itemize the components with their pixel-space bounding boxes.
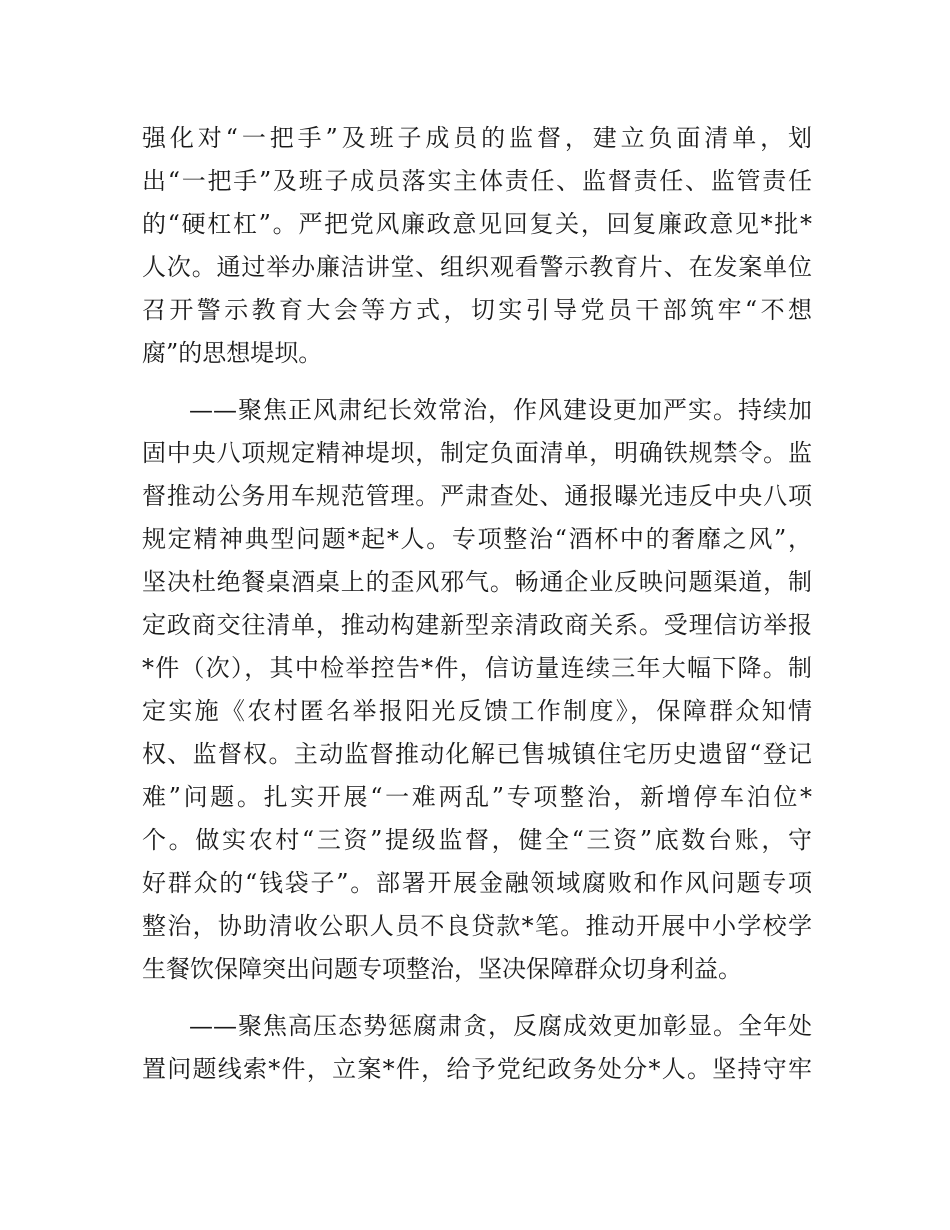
- text-line: 规定精神典型问题*起*人。专项整治“酒杯中的奢靡之风”，: [142, 525, 812, 553]
- text-line: 权、监督权。主动监督推动化解已售城镇住宅历史遗留“登记: [142, 740, 812, 768]
- text-line: ——聚焦正风肃纪长效常治，作风建设更加严实。持续加: [189, 396, 812, 424]
- text-line: 个。做实农村“三资”提级监督，健全“三资”底数台账，守: [142, 826, 812, 854]
- text-line: 督推动公务用车规范管理。严肃查处、通报曝光违反中央八项: [142, 482, 812, 510]
- text-line: 置问题线索*件，立案*件，给予党纪政务处分*人。坚持守牢: [142, 1055, 812, 1083]
- text-line: 整治，协助清收公职人员不良贷款*笔。推动开展中小学校学: [142, 912, 812, 940]
- text-line: ——聚焦高压态势惩腐肃贪，反腐成效更加彰显。全年处: [189, 1012, 812, 1040]
- text-line: 人次。通过举办廉洁讲堂、组织观看警示教育片、在发案单位: [142, 253, 812, 281]
- text-line: 腐”的思想堤坝。: [142, 339, 323, 367]
- text-line: 难”问题。扎实开展“一难两乱”专项整治，新增停车泊位*: [142, 783, 812, 811]
- text-line: 生餐饮保障突出问题专项整治，坚决保障群众切身利益。: [142, 955, 742, 983]
- text-line: 固中央八项规定精神堤坝，制定负面清单，明确铁规禁令。监: [142, 439, 812, 467]
- text-line: 定实施《农村匿名举报阳光反馈工作制度》，保障群众知情: [142, 697, 812, 725]
- text-line: 召开警示教育大会等方式，切实引导党员干部筑牢“不想: [142, 296, 812, 324]
- text-line: 出“一把手”及班子成员落实主体责任、监督责任、监管责任: [142, 167, 812, 195]
- text-line: 的“硬杠杠”。严把党风廉政意见回复关，回复廉政意见*批*: [142, 210, 812, 238]
- text-line: 好群众的“钱袋子”。部署开展金融领域腐败和作风问题专项: [142, 869, 812, 897]
- text-line: *件（次），其中检举控告*件，信访量连续三年大幅下降。制: [142, 654, 812, 682]
- text-line: 定政商交往清单，推动构建新型亲清政商关系。受理信访举报: [142, 611, 812, 639]
- text-line: 强化对“一把手”及班子成员的监督，建立负面清单，划: [142, 124, 812, 152]
- text-line: 坚决杜绝餐桌酒桌上的歪风邪气。畅通企业反映问题渠道，制: [142, 568, 812, 596]
